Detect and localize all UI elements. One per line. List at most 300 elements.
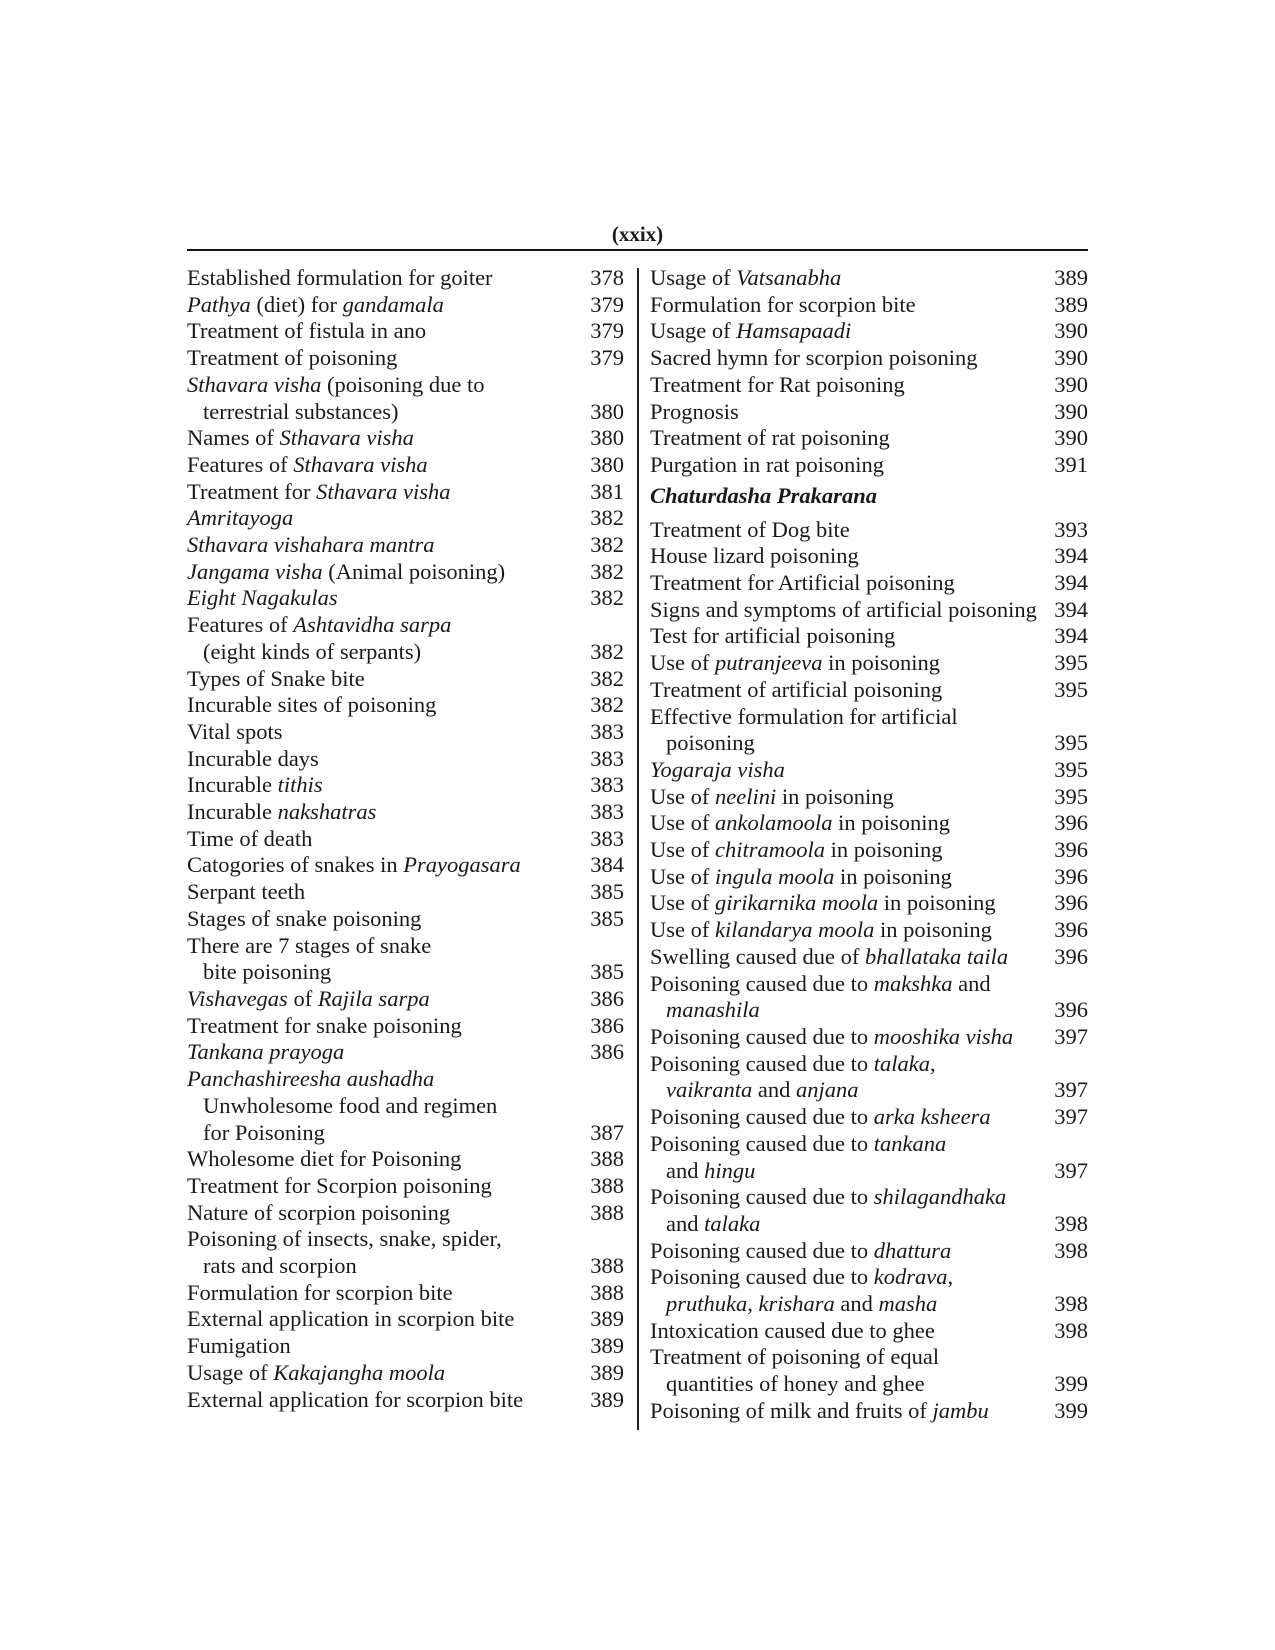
toc-entry-title-line <box>187 772 624 799</box>
toc-entry-page-number: 386 <box>590 1012 624 1038</box>
toc-entry-page-number: 389 <box>1054 265 1088 290</box>
toc-entry-title <box>650 425 1054 452</box>
title-text: Vital spots <box>187 718 283 744</box>
toc-entry-title <box>650 864 1054 891</box>
toc-entry-title <box>187 692 590 719</box>
title-text: House lizard poisoning <box>650 543 859 569</box>
toc-entry <box>187 372 624 425</box>
toc-entry-title-continuation <box>187 959 624 986</box>
toc-entry <box>187 532 624 559</box>
title-text: Incurable days <box>187 745 319 771</box>
toc-entry-title-line <box>187 1013 624 1040</box>
title-text: , <box>747 1291 759 1317</box>
toc-entry-page-number: 382 <box>590 505 624 531</box>
toc-entry <box>187 666 624 693</box>
title-text: for Poisoning <box>203 1119 325 1145</box>
toc-entry-page-number: 396 <box>1054 810 1088 836</box>
toc-entry-title-line <box>650 452 1088 479</box>
toc-entry-title <box>650 1131 1088 1158</box>
toc-entry-page-number: 388 <box>590 1172 624 1198</box>
italic-term: Ashtavidha sarpa <box>293 612 452 638</box>
italic-term: ankolamoola <box>714 810 833 836</box>
title-text: Poisoning caused due to <box>650 1264 874 1290</box>
toc-entry <box>650 318 1088 345</box>
italic-term: girikarnika moola <box>714 890 879 916</box>
toc-entry-title-line <box>650 650 1088 677</box>
toc-entry-title <box>187 746 590 773</box>
toc-entry-title-line <box>650 425 1088 452</box>
toc-entry-title-line <box>650 784 1088 811</box>
toc-entry-page-number: 379 <box>590 345 624 371</box>
title-text: There are 7 stages of snake <box>187 932 432 958</box>
toc-entry-page-number: 389 <box>590 1306 624 1332</box>
italic-term: putranjeeva <box>714 650 823 676</box>
toc-entry <box>187 1387 624 1414</box>
toc-entry-page-number: 379 <box>590 318 624 344</box>
title-text: Usage of <box>650 265 737 290</box>
toc-entry <box>187 719 624 746</box>
toc-entry-title-line <box>187 906 624 933</box>
title-text: Poisoning caused due to <box>650 1237 874 1263</box>
toc-entry-title <box>666 730 1054 757</box>
toc-entry-title <box>187 345 590 372</box>
toc-entry-title <box>666 997 1054 1024</box>
toc-entry-title-line <box>650 318 1088 345</box>
toc-entry-page-number: 395 <box>1054 730 1088 756</box>
toc-entry-page-number: 382 <box>590 665 624 691</box>
title-text: and <box>666 1210 705 1236</box>
toc-entry-title <box>650 1051 1088 1078</box>
toc-entry-page-number: 397 <box>1054 1077 1088 1103</box>
toc-entry-page-number: 383 <box>590 825 624 851</box>
toc-entry-title <box>187 986 590 1013</box>
toc-entry-title <box>187 292 590 319</box>
toc-entry-title <box>187 1387 590 1414</box>
toc-entry-title-line <box>187 1173 624 1200</box>
toc-entry <box>650 425 1088 452</box>
title-text: (eight kinds of serpants) <box>203 638 422 664</box>
italic-term: Yogaraja visha <box>650 756 785 782</box>
toc-entry-title <box>650 704 1088 731</box>
title-text: Types of Snake bite <box>187 665 365 691</box>
toc-entry-title-continuation <box>187 399 624 426</box>
title-text: in poisoning <box>824 837 943 863</box>
toc-entry-title <box>666 1158 1054 1185</box>
toc-entry-title-line <box>187 1360 624 1387</box>
toc-entry-title <box>203 399 590 426</box>
title-text: rats and scorpion <box>203 1253 357 1279</box>
toc-entry-title <box>650 265 1054 292</box>
toc-entry <box>650 1024 1088 1051</box>
toc-entry-title <box>203 959 590 986</box>
toc-entry-title <box>650 810 1054 837</box>
toc-entry-title-line <box>650 623 1088 650</box>
toc-entry-page-number: 391 <box>1054 451 1088 477</box>
toc-entry-page-number: 382 <box>590 558 624 584</box>
title-text: Use of <box>650 650 715 676</box>
toc-entry-title-line <box>187 425 624 452</box>
toc-entry-title-line <box>650 917 1088 944</box>
title-text: Use of <box>650 837 715 863</box>
toc-entry-page-number: 393 <box>1054 516 1088 542</box>
italic-term: Sthavara visha <box>187 371 322 397</box>
title-text: Use of <box>650 810 715 836</box>
toc-entry-title-continuation <box>650 1158 1088 1185</box>
italic-term: gandamala <box>342 291 444 317</box>
toc-entry-title-continuation <box>187 1120 624 1147</box>
toc-entry-title <box>187 1226 624 1253</box>
toc-entry-page-number: 394 <box>1054 596 1088 622</box>
toc-entry-page-number: 395 <box>1054 676 1088 702</box>
toc-entry-title <box>187 318 590 345</box>
title-text: Features of <box>187 612 294 638</box>
toc-entry-title-line <box>187 479 624 506</box>
toc-entry-title <box>650 623 1054 650</box>
toc-entry <box>650 757 1088 784</box>
toc-entry-page-number: 394 <box>1054 623 1088 649</box>
title-text: Use of <box>650 863 715 889</box>
toc-entry-title <box>650 677 1054 704</box>
toc-entry-page-number: 386 <box>590 1039 624 1065</box>
toc-entry-title <box>650 372 1054 399</box>
toc-entry-page-number: 382 <box>590 585 624 611</box>
header-rule <box>187 249 1088 251</box>
title-text: Usage of <box>187 1359 274 1385</box>
toc-entry-title-line <box>187 826 624 853</box>
toc-entry <box>187 1280 624 1307</box>
toc-entry-title <box>187 265 590 292</box>
italic-term: Amritayoga <box>187 505 294 531</box>
toc-entry <box>187 1200 624 1227</box>
toc-entry-title <box>650 837 1054 864</box>
title-text: Treatment for Artificial poisoning <box>650 570 955 596</box>
toc-entry-title-line <box>187 1066 624 1093</box>
toc-entry-page-number: 396 <box>1054 917 1088 943</box>
toc-entry-title <box>650 1398 1054 1425</box>
title-text: Unwholesome food and regimen <box>203 1092 498 1118</box>
toc-entry-title <box>650 597 1054 624</box>
toc-entry-page-number: 394 <box>1054 543 1088 569</box>
toc-entry-title <box>650 650 1054 677</box>
title-text: in poisoning <box>832 810 950 836</box>
title-text: Use of <box>650 917 715 943</box>
toc-entry <box>650 345 1088 372</box>
toc-entry-title <box>666 1291 1054 1318</box>
toc-entry-page-number: 383 <box>590 772 624 798</box>
toc-entry <box>187 612 624 665</box>
italic-term: neelini <box>714 783 777 809</box>
toc-entry-title-line <box>650 1104 1088 1131</box>
title-text: Treatment of poisoning of equal <box>650 1344 940 1370</box>
title-text: Formulation for scorpion bite <box>650 291 916 317</box>
toc-entry-page-number: 387 <box>590 1119 624 1145</box>
toc-entry <box>187 746 624 773</box>
toc-entry <box>650 265 1088 292</box>
toc-entry-title-line <box>187 986 624 1013</box>
toc-entry <box>187 1066 624 1146</box>
toc-entry-page-number: 398 <box>1054 1317 1088 1343</box>
toc-left-column <box>187 265 624 1413</box>
toc-entry-title <box>187 612 624 639</box>
page-number: (xxix) <box>611 222 664 246</box>
title-text: Poisoning caused due to <box>650 1050 874 1076</box>
toc-entry-title-line <box>650 1184 1088 1211</box>
toc-entry-title-line <box>650 597 1088 624</box>
title-text: Treatment for snake poisoning <box>187 1012 462 1038</box>
toc-entry <box>650 543 1088 570</box>
toc-entry-page-number: 390 <box>1054 345 1088 371</box>
toc-entry-title <box>650 971 1088 998</box>
title-text: Poisoning caused due to <box>650 1023 874 1049</box>
toc-entry <box>187 585 624 612</box>
title-text: Established formulation for goiter <box>187 265 493 290</box>
toc-entry-title-line <box>187 559 624 586</box>
title-text: and <box>952 970 991 996</box>
italic-term: dhattura <box>873 1237 952 1263</box>
toc-entry <box>650 1238 1088 1265</box>
toc-entry-title-line <box>650 570 1088 597</box>
toc-entry <box>650 784 1088 811</box>
toc-entry-page-number: 388 <box>590 1199 624 1225</box>
title-text: Treatment of fistula in ano <box>187 318 427 344</box>
italic-term: jambu <box>932 1397 989 1423</box>
toc-entry-title <box>187 1306 590 1333</box>
toc-entry-page-number: 382 <box>590 692 624 718</box>
toc-entry <box>650 837 1088 864</box>
toc-right-lower-list <box>650 517 1088 1425</box>
toc-entry-page-number: 395 <box>1054 783 1088 809</box>
toc-entry-title <box>187 585 590 612</box>
toc-entry-title-line <box>187 1306 624 1333</box>
toc-entry <box>187 1333 624 1360</box>
toc-entry-title <box>650 1104 1054 1131</box>
toc-entry-title-continuation <box>650 1077 1088 1104</box>
italic-term: talaka <box>873 1050 930 1076</box>
italic-term: hingu <box>704 1157 756 1183</box>
toc-entry-page-number: 385 <box>590 905 624 931</box>
toc-entry <box>650 704 1088 757</box>
toc-entry <box>187 505 624 532</box>
toc-entry-title-line <box>650 810 1088 837</box>
title-text: Effective formulation for artificial <box>650 703 958 729</box>
italic-term: masha <box>878 1291 938 1317</box>
title-text: Test for artificial poisoning <box>650 623 896 649</box>
toc-entry <box>187 1039 624 1066</box>
italic-term: Sthavara vishahara mantra <box>187 532 435 558</box>
toc-entry <box>187 318 624 345</box>
toc-entry-title-line <box>187 532 624 559</box>
toc-entry-title-line <box>187 666 624 693</box>
toc-entry <box>650 1318 1088 1345</box>
title-text: in poisoning <box>874 917 992 943</box>
toc-entry-title-line <box>650 265 1088 292</box>
toc-entry-title-line <box>650 1131 1088 1158</box>
toc-entry-title <box>650 1238 1054 1265</box>
toc-entry-title <box>666 1371 1054 1398</box>
toc-entry-title-continuation <box>650 997 1088 1024</box>
toc-entry-page-number: 388 <box>590 1146 624 1172</box>
title-text: , <box>929 1050 936 1076</box>
toc-entry-title <box>187 372 624 399</box>
toc-entry-title <box>666 1077 1054 1104</box>
toc-entry-title <box>650 517 1054 544</box>
toc-entry-title-line <box>187 372 624 399</box>
toc-entry-title <box>187 1200 590 1227</box>
title-text: and <box>752 1077 796 1103</box>
title-text: terrestrial substances) <box>203 398 399 424</box>
title-text: Treatment of artificial poisoning <box>650 676 943 702</box>
title-text: bite poisoning <box>203 959 332 985</box>
toc-entry-title-line <box>650 1238 1088 1265</box>
toc-entry-title-line <box>187 612 624 639</box>
toc-entry <box>650 890 1088 917</box>
toc-entry-title-continuation <box>650 1291 1088 1318</box>
toc-entry-page-number: 398 <box>1054 1237 1088 1263</box>
toc-entry-page-number: 394 <box>1054 570 1088 596</box>
title-text: Incurable <box>187 772 278 798</box>
toc-entry-title <box>650 917 1054 944</box>
toc-entry <box>650 452 1088 479</box>
toc-entry-title <box>187 666 590 693</box>
toc-entry-page-number: 398 <box>1054 1210 1088 1236</box>
toc-entry-title-line <box>187 292 624 319</box>
toc-entry <box>187 1360 624 1387</box>
toc-entry-title <box>650 318 1054 345</box>
toc-entry-title <box>187 425 590 452</box>
toc-entry-page-number: 390 <box>1054 371 1088 397</box>
title-text: Nature of scorpion poisoning <box>187 1199 451 1225</box>
title-text: in poisoning <box>776 783 894 809</box>
toc-entry <box>650 677 1088 704</box>
toc-entry <box>650 1184 1088 1237</box>
italic-term: Prayogasara <box>403 852 521 878</box>
toc-entry-title-line <box>187 879 624 906</box>
italic-term: nakshatras <box>277 799 377 825</box>
toc-entry <box>650 650 1088 677</box>
toc-entry-title <box>187 479 590 506</box>
toc-entry <box>650 1131 1088 1184</box>
toc-entry-title-line <box>650 543 1088 570</box>
title-text: Usage of <box>650 318 737 344</box>
italic-term: krishara <box>758 1291 835 1317</box>
italic-term: anjana <box>795 1077 859 1103</box>
toc-entry <box>650 1264 1088 1317</box>
italic-term: bhallataka taila <box>864 943 1009 969</box>
toc-entry <box>650 1104 1088 1131</box>
toc-entry-title <box>187 1333 590 1360</box>
title-text: Fumigation <box>187 1333 291 1359</box>
title-text: Serpant teeth <box>187 879 306 905</box>
title-text: Prognosis <box>650 398 739 424</box>
title-text: (Animal poisoning) <box>322 558 506 584</box>
toc-entry <box>187 1306 624 1333</box>
title-text: Time of death <box>187 825 313 851</box>
toc-entry-page-number: 384 <box>590 852 624 878</box>
title-text: Sacred hymn for scorpion poisoning <box>650 345 978 371</box>
toc-entry <box>187 292 624 319</box>
toc-entry-page-number: 389 <box>590 1333 624 1359</box>
toc-entry-title-continuation <box>650 1211 1088 1238</box>
toc-entry-title <box>187 799 590 826</box>
toc-entry <box>650 971 1088 1024</box>
toc-entry-page-number: 381 <box>590 478 624 504</box>
toc-entry-page-number: 383 <box>590 745 624 771</box>
toc-entry-title-line <box>650 1398 1088 1425</box>
italic-term: Tankana prayoga <box>187 1039 345 1065</box>
title-text: Purgation in rat poisoning <box>650 451 884 477</box>
toc-entry <box>650 864 1088 891</box>
toc-entry-title-line <box>650 1318 1088 1345</box>
toc-entry-title <box>203 1253 590 1280</box>
toc-entry-title <box>187 906 590 933</box>
italic-term: kodrava <box>873 1264 948 1290</box>
italic-term: Hamsapaadi <box>736 318 852 344</box>
toc-entry-title <box>187 559 590 586</box>
toc-entry-title-line <box>187 1280 624 1307</box>
toc-entry <box>187 559 624 586</box>
toc-entry-title <box>650 543 1054 570</box>
toc-entry-title-line <box>187 1333 624 1360</box>
column-divider <box>637 268 639 1430</box>
toc-entry <box>650 810 1088 837</box>
title-text: (diet) for <box>250 291 343 317</box>
italic-term: tankana <box>873 1130 947 1156</box>
toc-entry <box>187 425 624 452</box>
toc-entry-title-line <box>187 585 624 612</box>
title-text: Poisoning caused due to <box>650 1104 874 1130</box>
italic-term: ingula moola <box>714 863 835 889</box>
toc-entry-title <box>187 1173 590 1200</box>
toc-entry <box>650 1051 1088 1104</box>
toc-entry-page-number: 380 <box>590 398 624 424</box>
title-text: Catogories of snakes in <box>187 852 404 878</box>
toc-entry-page-number: 396 <box>1054 863 1088 889</box>
toc-entry-title <box>187 1280 590 1307</box>
toc-entry <box>187 1146 624 1173</box>
toc-entry-page-number: 388 <box>590 1279 624 1305</box>
toc-entry-page-number: 388 <box>590 1253 624 1279</box>
toc-entry-title-line <box>650 1024 1088 1051</box>
toc-entry <box>650 1398 1088 1425</box>
toc-entry-title-continuation <box>187 1093 624 1120</box>
title-text: Intoxication caused due to ghee <box>650 1317 935 1343</box>
title-text: poisoning <box>666 730 755 756</box>
toc-entry-title-line <box>650 890 1088 917</box>
toc-entry-title <box>187 1039 590 1066</box>
toc-entry-title-line <box>650 1264 1088 1291</box>
title-text: and <box>834 1291 879 1317</box>
italic-term: Vishavegas <box>187 985 288 1011</box>
italic-term: kilandarya moola <box>714 917 875 943</box>
toc-entry-title-line <box>187 933 624 960</box>
toc-entry-page-number: 396 <box>1054 890 1088 916</box>
italic-term: tithis <box>277 772 323 798</box>
toc-entry <box>650 623 1088 650</box>
title-text: Poisoning caused due to <box>650 1184 874 1210</box>
toc-entry <box>187 799 624 826</box>
title-text: Poisoning caused due to <box>650 970 874 996</box>
title-text: and <box>666 1157 705 1183</box>
toc-entry-title-line <box>187 1200 624 1227</box>
toc-entry-page-number: 382 <box>590 638 624 664</box>
section-heading: Chaturdasha Prakarana <box>650 482 877 508</box>
toc-entry-title-line <box>187 265 624 292</box>
toc-entry-title <box>187 1146 590 1173</box>
toc-entry <box>650 372 1088 399</box>
title-text: Poisoning of milk and fruits of <box>650 1397 933 1423</box>
italic-term: shilagandhaka <box>873 1184 1007 1210</box>
toc-entry-title <box>187 1066 624 1093</box>
